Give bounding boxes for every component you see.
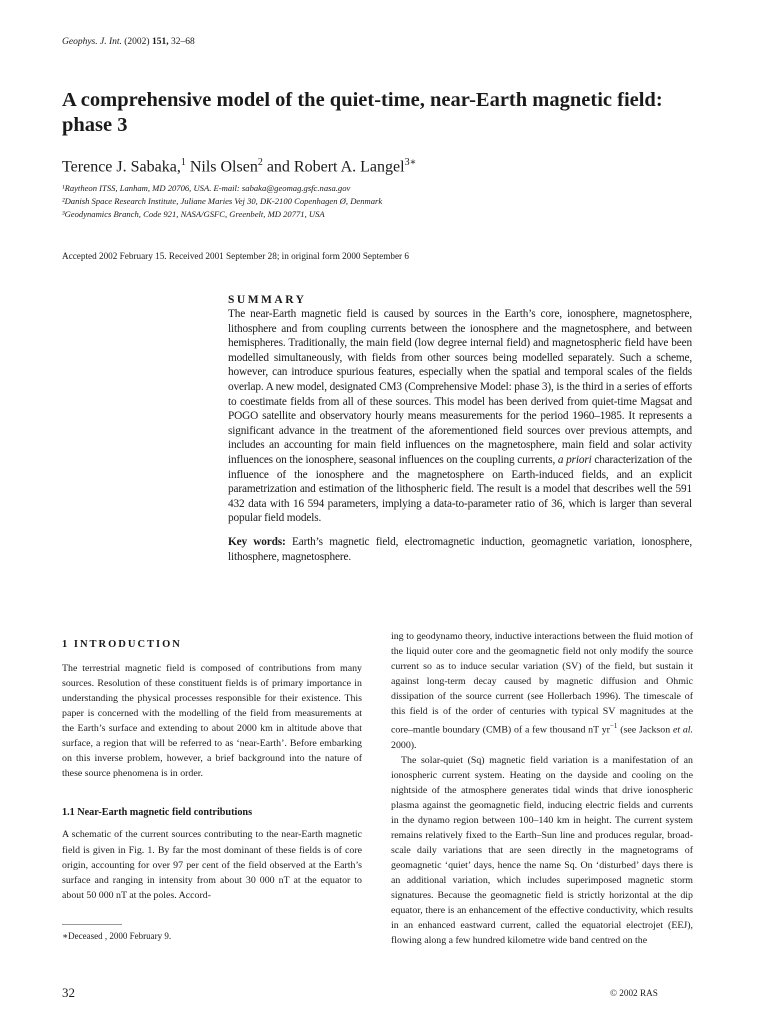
right-column: [391, 629, 693, 948]
author-list: [62, 157, 416, 176]
author-3-affil: 3∗: [404, 157, 417, 168]
journal-volume: 151,: [151, 37, 169, 47]
journal-name: Geophys. J. Int.: [62, 37, 122, 47]
right-paragraph-1-italic: et al.: [672, 724, 693, 736]
keywords-label: Key words:: [228, 535, 286, 548]
summary-heading: SUMMARY: [228, 294, 307, 306]
summary-text-main: The near-Earth magnetic field is caused by sources in the Earth’s core, ionosphere, magnetosphere, lithosphere and from coupling currents between the ionosphere and the magnetosphere, and between hemispheres. Traditionally, the main field (low degree internal field) and magnetospheric field have been modelled simultaneously, with fields from other sources being modelled separately. Such a scheme, however, can introduce spurious features, especially when the spatial and temporal scales of the fields overlap. A new model, designated CM3 (Comprehensive Model: phase 3), is the third in a series of efforts to coestimate fields from all of these sources. This model has been derived from quiet-time Magsat and POGO satellite and observatory hourly means measurements for the period 1960–1985. It represents a significant advance in the treatment of the aforementioned field sources over previous attempts, and includes an accounting for main field influences on the magnetosphere, main field and solar activity influences on the ionosphere, seasonal influences on the coupling currents,: [228, 308, 692, 466]
affiliation-2: ²Danish Space Research Institute, Juliane Maries Vej 30, DK-2100 Copenhagen Ø, Denmark: [62, 196, 383, 206]
affiliations: [62, 182, 382, 221]
author-1: Terence J. Sabaka,: [62, 158, 181, 176]
journal-year: (2002): [124, 37, 150, 47]
right-paragraph-1-a: ing to geodynamo theory, inductive interactions between the fluid motion of the liquid outer core and the geomagnetic field not only modify the source current so as to induce secular variation (SV) of the field, but sustain it against long-term decay caused by magnetic diffusion and Ohmic dissipation of the source current (see Hollerbach 1996). The timescale of this field is of the order of centuries with typical SV magnitudes at the core–mantle boundary (CMB) of a few thousand nT yr: [391, 631, 693, 736]
author-3: and Robert A. Langel: [262, 158, 405, 176]
author-1-affil: 1: [180, 157, 186, 168]
paper-title: A comprehensive model of the quiet-time, near-Earth magnetic field: phase 3: [62, 89, 663, 136]
section-heading-introduction: 1 INTRODUCTION: [62, 639, 182, 650]
summary-text-italic: a priori: [555, 453, 592, 466]
accepted-dates: Accepted 2002 February 15. Received 2001 September 28; in original form 2000 September 6: [62, 251, 409, 261]
summary-text-end: characterization of the influence of the ionosphere and the magnetosphere on Earth-induced fields, and an explicit parametrization and estimation of the lithospheric field. The result is a model that describes well the 591 432 data with 16 594 parameters, implying a data-to-parameter ratio of 36, which is larger than several popular field models.: [228, 453, 692, 525]
subsection-heading: 1.1 Near-Earth magnetic field contributions: [62, 807, 253, 819]
footnote: ∗Deceased , 2000 February 9.: [62, 931, 172, 941]
left-column: [62, 637, 362, 903]
right-paragraph-1-b: (see Jackson: [617, 724, 673, 736]
affiliation-1: ¹Raytheon ITSS, Lanham, MD 20706, USA. E-mail: sabaka@geomag.gsfc.nasa.gov: [62, 183, 351, 193]
introduction-paragraph: The terrestrial magnetic field is composed of contributions from many sources. Resolution of these constituent fields is of primary importance in understanding the physical processes responsible for their existence. This paper is concerned with the modelling of the field from measurements at the Earth’s surface and extending to about 2000 km in altitude above that surface, a region that will be referred to as ‘near-Earth’. Before embarking on this inverse problem, however, a brief background into the nature of these source phenomena is in order.: [62, 663, 362, 780]
right-paragraph-1-sup: −1: [609, 722, 618, 731]
subsection-paragraph: A schematic of the current sources contributing to the near-Earth magnetic field is given in Fig. 1. By far the most dominant of these fields is of core origin, accounting for over 97 per cent of the field observed at the Earth’s surface and ranging in intensity from about 30 000 nT at the equator to about 50 000 nT at the poles. Accord-: [62, 829, 362, 901]
keywords-list: Earth’s magnetic field, electromagnetic induction, geomagnetic variation, ionosphere, lithosphere, magnetosphere.: [228, 535, 692, 563]
right-paragraph-1: [391, 629, 693, 753]
keywords: [228, 535, 692, 564]
right-paragraph-2: The solar-quiet (Sq) magnetic field variation is a manifestation of an ionospheric current system. Heating on the dayside and cooling on the nightside of the atmosphere generates tidal winds that drive ionospheric plasma against the geomagnetic field, inducing electric fields and currents in the dynamo region between 100–140 km in height. The current system remains relatively fixed to the Earth–Sun line and produces regular, broad-scale daily variations that are seen directly in the magnetograms of geomagnetic ‘quiet’ days, hence the name Sq. On ‘disturbed’ days there is an additional variation, which includes superimposed magnetic storm signatures. Because the geomagnetic field is strictly horizontal at the dip equator, there is an enhancement of the effective conductivity, which results in an enhanced eastward current, called the equatorial electrojet (EEJ), flowing along a few hundred kilometre wide band centred on the: [391, 754, 693, 947]
footnote-rule: [62, 924, 122, 925]
journal-citation: [62, 37, 195, 47]
author-2-affil: 2: [257, 157, 263, 168]
summary-text: [228, 307, 692, 526]
journal-pages: 32–68: [170, 37, 195, 47]
page-number: 32: [62, 985, 75, 1000]
copyright: © 2002 RAS: [610, 988, 658, 998]
author-2: Nils Olsen: [185, 158, 258, 176]
affiliation-3: ³Geodynamics Branch, Code 921, NASA/GSFC, Greenbelt, MD 20771, USA: [62, 209, 325, 219]
summary-block: [228, 294, 692, 564]
right-paragraph-1-c: 2000).: [391, 739, 417, 751]
